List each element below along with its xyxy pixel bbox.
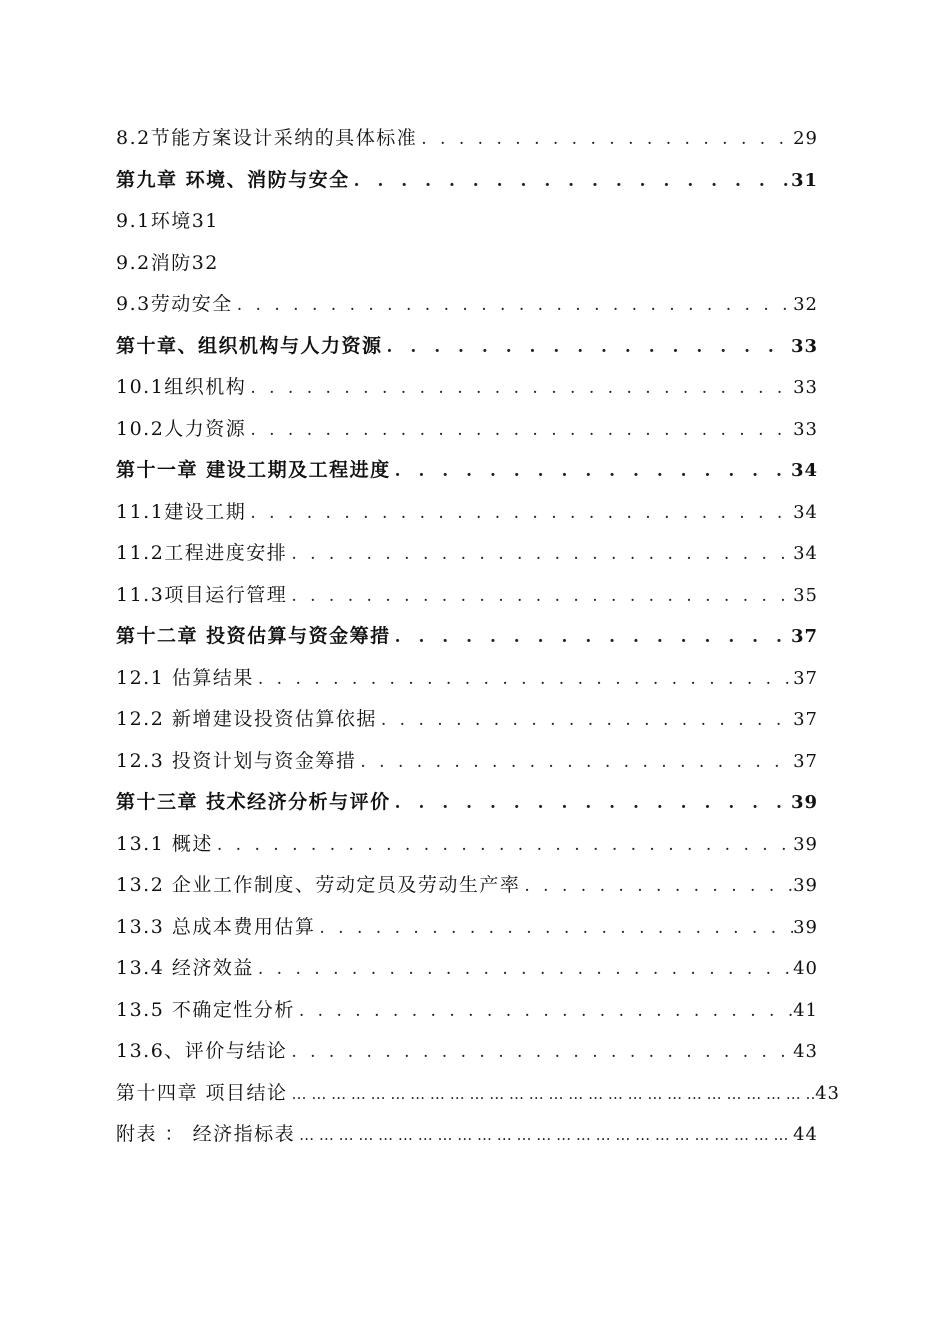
toc-entry-13-4 [116, 948, 818, 990]
toc-chapter-9 [116, 160, 818, 202]
toc-entry-13-2 [116, 865, 818, 907]
toc-entry-10-1 [116, 367, 818, 409]
toc-entry-page: 34 [793, 501, 818, 523]
dot-leader [246, 493, 793, 534]
toc-entry-title: 第十章、组织机构与人力资源 [116, 334, 383, 357]
toc-chapter-14 [116, 1073, 840, 1115]
dot-leader [287, 1032, 793, 1073]
toc-entry-title: 13.5 不确定性分析 [116, 998, 295, 1021]
dot-leader [254, 659, 793, 700]
ellipsis-leader [288, 1074, 816, 1115]
toc-chapter-10 [116, 326, 818, 368]
toc-entry-title: 13.6、评价与结论 [116, 1040, 288, 1062]
dot-leader [391, 617, 791, 658]
toc-entry-page: 44 [793, 1124, 818, 1145]
toc-chapter-13 [116, 782, 818, 824]
toc-entry-13-1 [116, 824, 818, 866]
dot-leader [213, 825, 793, 866]
toc-entry-11-1 [116, 492, 818, 534]
dot-leader [383, 327, 791, 368]
toc-entry-13-3 [116, 907, 818, 949]
toc-entry-title: 8.2节能方案设计采纳的具体标准 [116, 127, 418, 149]
toc-entry-title: 第十三章 技术经济分析与评价 [116, 791, 391, 813]
toc-entry-title: 12.1 估算结果 [116, 666, 254, 689]
toc-entry-page: 37 [793, 750, 818, 772]
dot-leader [246, 368, 793, 409]
toc-entry-title: 13.2 企业工作制度、劳动定员及劳动生产率 [116, 874, 521, 896]
toc-entry-title: 10.2人力资源 [116, 417, 247, 440]
toc-entry-page: 33 [793, 377, 818, 398]
toc-entry-page: 33 [790, 335, 818, 357]
toc-entry-title: 12.2 新增建设投资估算依据 [116, 708, 377, 730]
toc-entry-12-2 [116, 699, 818, 741]
toc-entry-title: 第十一章 建设工期及工程进度 [116, 459, 391, 481]
toc-entry-page: 39 [790, 792, 818, 813]
toc-entry-title: 13.3 总成本费用估算 [116, 915, 316, 938]
toc-entry-title: 11.2工程进度安排 [116, 542, 288, 564]
toc-entry-10-2 [116, 409, 818, 451]
toc-entry-page: 29 [793, 128, 818, 149]
toc-entry-page: 37 [790, 626, 818, 647]
dot-leader [417, 119, 793, 160]
toc-entry-title: 11.1建设工期 [116, 500, 247, 523]
toc-chapter-12 [116, 616, 818, 658]
toc-entry-page: 32 [793, 294, 818, 315]
toc-entry-page: 40 [793, 958, 818, 979]
dot-leader [287, 534, 793, 575]
toc-entry-page: 31 [790, 169, 818, 191]
toc-entry-8-2 [116, 118, 818, 160]
toc-entry-page: 39 [793, 916, 818, 938]
toc-entry-page: 34 [790, 460, 818, 481]
table-of-contents [116, 118, 840, 1156]
toc-entry-title: 第九章 环境、消防与安全 [116, 168, 350, 191]
toc-entry-9-3 [116, 284, 818, 326]
toc-appendix [116, 1114, 818, 1156]
toc-entry-page: 43 [815, 1082, 840, 1104]
toc-entry-title: 13.1 概述 [116, 832, 213, 855]
toc-entry-page: 43 [793, 1041, 818, 1062]
dot-leader [246, 410, 793, 451]
toc-entry-9-2 [116, 243, 818, 285]
dot-leader [233, 285, 793, 326]
toc-entry-page: 35 [793, 584, 818, 606]
toc-entry-title: 9.2消防32 [116, 251, 219, 274]
dot-leader [287, 576, 793, 617]
toc-entry-title: 第十四章 项目结论 [116, 1081, 288, 1104]
toc-entry-page: 37 [793, 709, 818, 730]
toc-entry-9-1 [116, 201, 818, 243]
toc-entry-title: 第十二章 投资估算与资金筹措 [116, 625, 391, 647]
toc-entry-title: 9.3劳动安全 [116, 293, 233, 315]
toc-entry-title: 11.3项目运行管理 [116, 583, 288, 606]
toc-entry-page: 33 [793, 418, 818, 440]
toc-entry-title: 12.3 投资计划与资金筹措 [116, 749, 357, 772]
toc-entry-12-3 [116, 741, 818, 783]
toc-entry-11-2 [116, 533, 818, 575]
toc-entry-12-1 [116, 658, 818, 700]
toc-entry-page: 37 [793, 667, 818, 689]
dot-leader [350, 161, 791, 202]
dot-leader [356, 742, 793, 783]
dot-leader [295, 991, 793, 1032]
ellipsis-leader [295, 1115, 793, 1156]
dot-leader [254, 949, 793, 990]
dot-leader [520, 866, 793, 907]
toc-entry-title: 10.1组织机构 [116, 376, 247, 398]
toc-entry-title: 13.4 经济效益 [116, 957, 254, 979]
dot-leader [391, 783, 791, 824]
toc-entry-title: 附表 ： 经济指标表 [116, 1123, 296, 1145]
dot-leader [391, 451, 791, 492]
dot-leader [377, 700, 793, 741]
toc-entry-title: 9.1环境31 [116, 210, 219, 232]
toc-entry-page: 34 [793, 543, 818, 564]
toc-entry-13-5 [116, 990, 818, 1032]
dot-leader [315, 908, 793, 949]
toc-entry-page: 39 [793, 875, 818, 896]
toc-entry-page: 41 [793, 999, 818, 1021]
toc-entry-13-6 [116, 1031, 818, 1073]
toc-chapter-11 [116, 450, 818, 492]
toc-entry-11-3 [116, 575, 818, 617]
toc-entry-page: 39 [793, 833, 818, 855]
